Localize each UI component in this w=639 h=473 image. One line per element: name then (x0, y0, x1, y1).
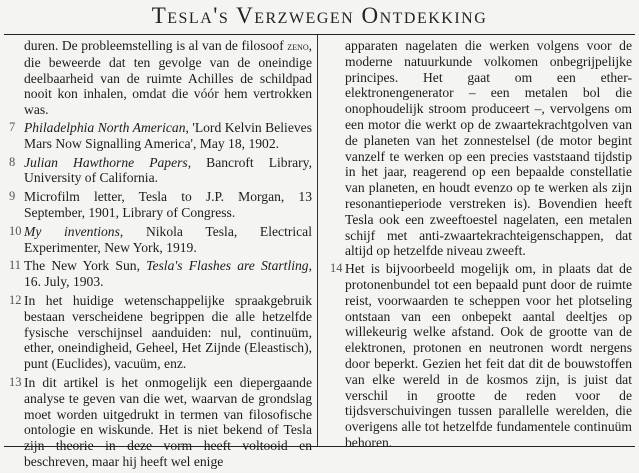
footnote-source-title: Tesla's Flashes are Startling (146, 258, 309, 274)
left-continuation-paragraph (9, 38, 312, 118)
left-column (9, 38, 312, 473)
footnote-number: 9 (9, 189, 16, 204)
footnote-text: In het huidige wetenschappelijke spraakgebruik bestaan verscheidene begrippen die alle hetzelfde fysische verschijnsel aanduiden: nul, continuüm, ether, oneindigheid, Geheel, Het Zijnde (Eleastisch), punt (Euclides), vacuüm, enz. (24, 292, 312, 372)
footnote-text: The New York Sun, (24, 258, 147, 274)
footnote-9 (9, 189, 312, 221)
footnote-source-title: My inventions (24, 223, 120, 239)
footnote-number: 12 (9, 292, 22, 307)
footnote-text: , Bancroft Library, University of California. (24, 154, 312, 186)
footnote-text: In dit artikel is het onmogelijk een diepergaande analyse te geven van die wet, waarvan de grondslag moet worden uitgedrukt in termen van filosofische ontologie en wiskunde. Het is niet bekend of Tesla zijn theorie in deze vorm heeft voltooid en beschreven, maar hij heeft wel enige (24, 374, 312, 469)
footnote-text: , Nikola Tesla, Electrical Experimenter, New York, 1919. (24, 223, 312, 255)
footnote-number: 7 (9, 119, 16, 134)
page-title: Tesla's Verzwegen Ontdekking (151, 3, 488, 28)
footnote-7 (9, 120, 312, 152)
continuation-text: duren. De probleemstelling is al van de filosoof (24, 38, 288, 53)
footnote-number: 10 (9, 223, 22, 238)
footnote-number: 8 (9, 154, 16, 169)
header-rule (4, 34, 635, 35)
footnote-source-title: Philadelphia North American (24, 119, 186, 135)
footnote-text: , 16. July, 1903. (24, 258, 312, 290)
footnote-number: 13 (9, 374, 22, 389)
footnote-10 (9, 224, 312, 256)
footnote-text: Microfilm letter, Tesla to J.P. Morgan, 13 September, 1901, Library of Congress. (24, 189, 312, 220)
right-continuation-paragraph: apparaten nagelaten die werken volgens voor de moderne natuurkunde volkomen onbegrijpelijke principes. Het gaat om een ether-elektronengenerator – een metalen bol die onophoudelijk stroom produceert –, vervolgens om een motor die werkt op de zwaartekrachtgolven van de planeten van het zonnestelsel (de motor begint vanzelf te werken op een precies vaststaand tijdstip in het jaar, reagerend op een bepaalde constellatie van planeten, en houdt evenzo op te werken als zijn resonantieperiode verstreken is). Bovendien heeft Tesla ook een zweeftoestel nagelaten, een metalen schijf met anti-zwaartekrachteigenschappen, dat altijd op hetzelfde niveau zweeft. (345, 38, 632, 259)
footnote-source-title: Julian Hawthorne Papers (24, 154, 188, 170)
footnote-13 (9, 375, 312, 470)
column-divider (317, 35, 318, 446)
continuation-name-zeno: zeno (287, 39, 309, 53)
footnote-11 (9, 258, 312, 290)
footnote-number: 14 (330, 261, 343, 276)
right-column (330, 38, 632, 454)
continuation-text: , die beweerde dat ten gevolge van de oneindige deelbaarheid van de ruimte Achilles de schildpad nooit kon inhalen, omdat die vóór hem vertrokken was. (24, 38, 312, 118)
footnote-12 (9, 293, 312, 372)
footer-rule (4, 446, 635, 447)
footnote-text: , 'Lord Kelvin Believes Mars Now Signalling America', May 18, 1902. (24, 119, 312, 151)
footnote-text: Het is bijvoorbeeld mogelijk om, in plaats dat de protonenbundel tot een bepaald punt door de ruimte reist, voorwaarden te scheppen voor het plotseling ontstaan van een onbepekt aantal deeltjes op willekeurig welke afstand. Ook de grootte van de elektronen, protonen en neutronen wordt nergens door beperkt. Gezien het feit dat dit de bouwstoffen van elke wereld in de kosmos zijn, is juist dat verschil in grootte de reden voor de tijdsverschuivingen tussen parallelle werelden, die overigens alle tot hetzelfde fundamentele continuüm behoren. (345, 261, 632, 450)
footnote-14 (330, 261, 632, 451)
footnote-number: 11 (9, 258, 22, 273)
footnote-8 (9, 155, 312, 187)
